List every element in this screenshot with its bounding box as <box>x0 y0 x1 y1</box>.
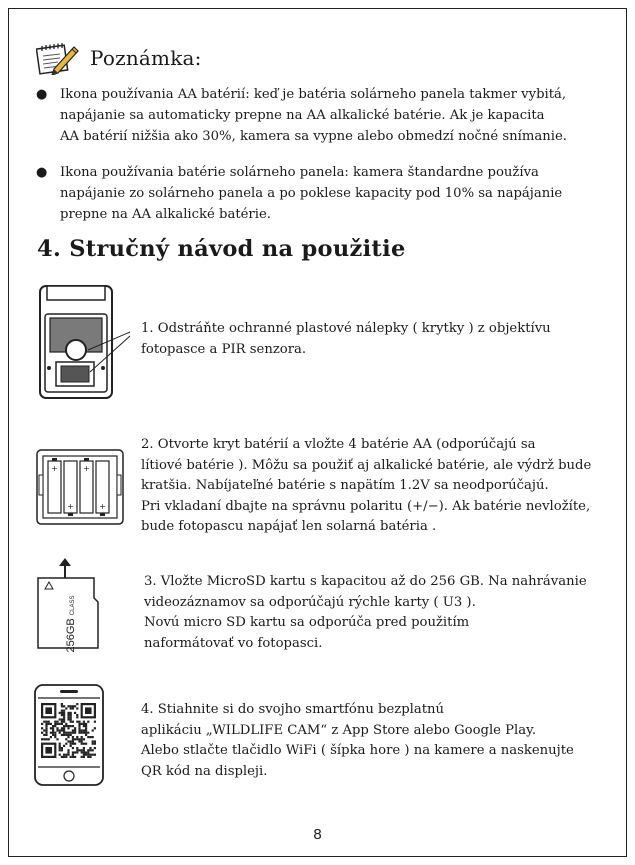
step-3-text: 3. Vložte MicroSD kartu s kapacitou až do 256 GB. Na nahrávanie videozáznamov sa odporúčajú rýchle karty ( U3 ). Novú micro SD kartu sa odporúča pred použitím naformátovať vo fotopasci. <box>144 574 587 651</box>
qr-code <box>41 703 96 758</box>
section-title: 4. Stručný návod na použitie <box>37 236 406 262</box>
step-4-text: 4. Stiahnite si do svojho smartfónu bezplatnú aplikáciu „WILDLIFE CAM“ z App Store alebo Google Play. Alebo stlačte tlačidlo WiFi ( šípka hore ) na kamere a naskenujte QR kód na displeji. <box>141 702 574 779</box>
battery-compartment-icon <box>36 449 124 525</box>
bullet-dot-icon: ● <box>36 165 48 180</box>
note-title: Poznámka: <box>90 46 202 70</box>
note-bullet <box>36 162 596 225</box>
notepad-pencil-icon <box>36 41 80 75</box>
note-header <box>36 40 202 76</box>
svg-text:+: + <box>51 464 58 473</box>
smartphone-qr-icon <box>34 684 104 786</box>
note-bullet <box>36 84 596 147</box>
page-number: 8 <box>313 826 322 843</box>
svg-text:+: + <box>67 502 74 511</box>
step-1-text: 1. Odstráňte ochranné plastové nálepky ( krytky ) z objektívu fotopasce a PIR senzora. <box>141 321 551 357</box>
note-bullet-text: Ikona používania AA batérií: keď je batéria solárneho panela takmer vybitá, napájanie sa automaticky prepne na AA alkalické batérie. Ak je kapacita AA batérií nižšia ako 30%, kamera sa vypne alebo obmedzí nočné snímanie. <box>60 87 567 144</box>
step-2-text: 2. Otvorte kryt batérií a vložte 4 batérie AA (odporúčajú sa lítiové batérie ). Môžu sa použiť aj alkalické batérie, ale výdrž bude kratšia. Nabíjateľné batérie s napätím 1.2V sa neodporúčajú. Pri vkladaní dbajte na správnu polaritu (+/−). Ak batérie nevložíte, bude fotopascu napájať len solarná batéria . <box>141 437 592 534</box>
note-bullet-list <box>36 84 596 225</box>
sd-capacity-label: 256GB <box>65 618 77 653</box>
svg-text:+: + <box>99 502 106 511</box>
trail-camera-icon <box>36 284 132 402</box>
microsd-card-icon <box>36 558 106 653</box>
note-bullet-text: Ikona používania batérie solárneho panela: kamera štandardne používa napájanie zo solárneho panela a po poklese kapacity pod 10% sa napájanie prepne na AA alkalické batérie. <box>60 165 563 222</box>
svg-text:+: + <box>83 464 90 473</box>
sd-class-label: CLASS <box>70 595 76 616</box>
bullet-dot-icon: ● <box>36 87 48 102</box>
